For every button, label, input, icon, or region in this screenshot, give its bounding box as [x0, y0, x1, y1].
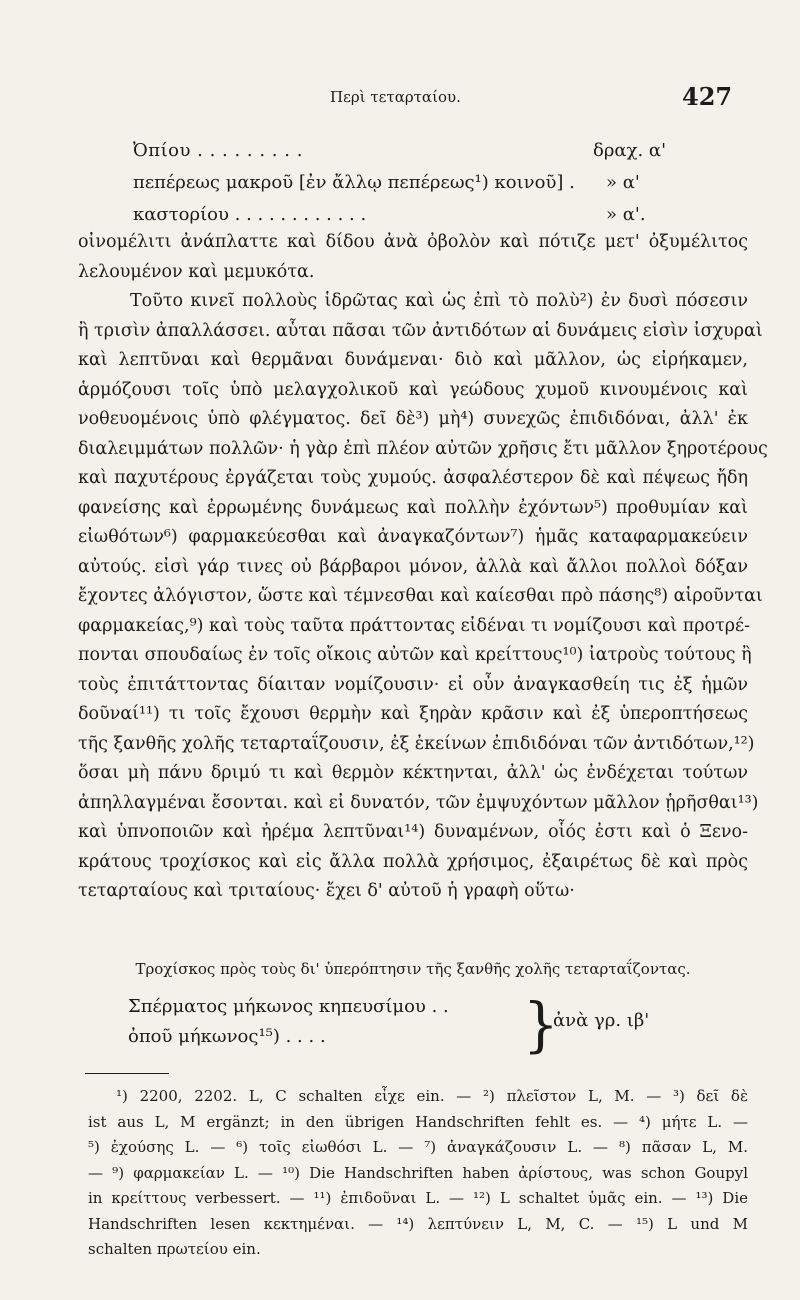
footnotes: [88, 1084, 748, 1263]
text-line: εἰωθότων⁶) φαρμακεύεσθαι καὶ ἀναγκαζόντων⁷) ἡμᾶς καταφαρμακεύειν: [78, 527, 748, 547]
text-line: ἔχοντες ἀλόγιστον, ὥστε καὶ τέμνεσθαι καὶ καίεσθαι πρὸ πάσης⁸) αἱροῦνται: [78, 586, 763, 606]
footnote-line: Handschriften lesen κεκτημέναι. — ¹⁴) λεπτύνειν L, M, C. — ¹⁵) L und M: [88, 1214, 748, 1233]
recipe-line-opium: [78, 140, 746, 168]
text-line: φανείσης καὶ ἐρρωμένης δυνάμεως καὶ πολλὴν ἐχόντων⁵) προθυμίαν καὶ: [78, 497, 748, 518]
footnote-rule: [85, 1073, 169, 1074]
text-line: αὐτούς. εἰσὶ γάρ τινες οὐ βάρβαροι μόνον, ἀλλὰ καὶ ἄλλοι πολλοὶ δόξαν: [78, 556, 748, 577]
text-line: τεταρταίους καὶ τριταίους· ἔχει δ' αὐτοῦ ἡ γραφὴ οὕτω·: [78, 881, 575, 901]
recipe-quantity: δραχ. α': [593, 140, 667, 161]
footnote-line: ⁵) ἐχούσης L. — ⁶) τοῖς εἰωθόσι L. — ⁷) ἀναγκάζουσιν L. — ⁸) πᾶσαν L, M.: [88, 1138, 748, 1156]
section-subheading: Τροχίσκος πρὸς τοὺς δι' ὑπερόπτησιν τῆς ξανθῆς χολῆς τεταρταΐζοντας.: [135, 960, 691, 978]
recipe-quantity: » α'.: [606, 204, 646, 225]
text-line: οἰνομέλιτι ἀνάπλαττε καὶ δίδου ἀνὰ ὀβολὸν καὶ πότιζε μετ' ὀξυμέλιτος: [78, 232, 748, 252]
recipe-ingredient: πεπέρεως μακροῦ [ἐν ἄλλῳ πεπέρεως¹) κοινοῦ] .: [133, 172, 575, 193]
text-line: λελουμένον καὶ μεμυκότα.: [78, 261, 315, 282]
text-line: διαλειμμάτων πολλῶν· ἡ γὰρ ἐπὶ πλέον αὐτῶν χρῆσις ἔτι μᾶλλον ξηροτέρους: [78, 438, 768, 459]
text-line: δοῦναί¹¹) τι τοῖς ἔχουσι θερμὴν καὶ ξηρὰν κρᾶσιν καὶ ἐξ ὑπεροπτήσεως: [78, 704, 748, 724]
text-line: ὅσαι μὴ πάνυ δριμύ τι καὶ θερμὸν κέκτηνται, ἀλλ' ὡς ἐνδέχεται τούτων: [78, 763, 748, 783]
brace: }: [523, 991, 559, 1060]
footnote-line: schalten πρωτείου ein.: [88, 1240, 261, 1258]
text-line: ἢ τρισὶν ἀπαλλάσσει. αὗται πᾶσαι τῶν ἀντιδότων αἱ δυνάμεις εἰσὶν ἰσχυραὶ: [78, 320, 763, 341]
recipe-ingredient: Ὀπίου . . . . . . . . .: [133, 140, 303, 161]
body-text: [78, 228, 768, 907]
footnote-line: ¹) 2200, 2202. L, C schalten εἶχε ein. — ²) πλεῖστον L, M. — ³) δεῖ δὲ: [116, 1087, 748, 1105]
running-head: Περὶ τεταρταίου.: [330, 88, 461, 106]
footnote-line: — ⁹) φαρμακείαν L. — ¹⁰) Die Handschriften haben ἀρίστους, was schon Goupyl: [88, 1163, 748, 1182]
text-line: κράτους τροχίσκος καὶ εἰς ἄλλα πολλὰ χρήσιμος, ἐξαιρέτως δὲ καὶ πρὸς: [78, 851, 748, 872]
seed-recipe: [128, 991, 650, 1060]
text-line: ἀπηλλαγμέναι ἔσονται. καὶ εἰ δυνατόν, τῶν ἐμψυχόντων μᾶλλον ᾑρῆσθαι¹³): [78, 792, 759, 813]
text-line: ἁρμόζουσι τοῖς ὑπὸ μελαγχολικοῦ καὶ γεώδους χυμοῦ κινουμένοις καὶ: [78, 379, 748, 400]
text-line: καὶ παχυτέρους ἐργάζεται τοὺς χυμούς. ἀσφαλέστερον δὲ καὶ πέψεως ἤδη: [78, 468, 748, 488]
recipe-ingredient: καστορίου . . . . . . . . . . . .: [133, 204, 367, 225]
seed-ingredient: Σπέρματος μήκωνος κηπευσίμου . .: [128, 996, 449, 1017]
footnote-line: in κρείττους verbessert. — ¹¹) ἐπιδοῦναι L. — ¹²) L schaltet ὑμᾶς ein. — ¹³) Die: [88, 1189, 748, 1207]
seed-quantity: ἀνὰ γρ. ιβ': [553, 1010, 650, 1031]
text-line: νοθευομένοις ὑπὸ φλέγματος. δεῖ δὲ³) μὴ⁴) συνεχῶς ἐπιδιδόναι, ἀλλ' ἐκ: [78, 409, 748, 429]
text-line: καὶ ὑπνοποιῶν καὶ ἠρέμα λεπτῦναι¹⁴) δυναμένων, οἷός ἐστι καὶ ὁ Ξενο-: [78, 822, 748, 842]
text-line: τῆς ξανθῆς χολῆς τεταρταΐζουσιν, ἐξ ἐκείνων ἐπιδιδόναι τῶν ἀντιδότων,¹²): [78, 733, 755, 754]
text-line: Τοῦτο κινεῖ πολλοὺς ἱδρῶτας καὶ ὡς ἐπὶ τὸ πολὺ²) ἐν δυσὶ πόσεσιν: [130, 291, 748, 311]
text-line: φαρμακείας,⁹) καὶ τοὺς ταῦτα πράττοντας εἰδέναι τι νομίζουσι καὶ προτρέ-: [78, 615, 751, 636]
page-number: 427: [682, 82, 733, 111]
recipe-line-pepper: [78, 172, 746, 200]
text-line: τοὺς ἐπιτάττοντας δίαιταν νομίζουσιν· εἰ οὖν ἀναγκασθείη τις ἐξ ἡμῶν: [78, 674, 748, 695]
text-line: καὶ λεπτῦναι καὶ θερμᾶναι δυνάμεναι· διὸ καὶ μᾶλλον, ὡς εἰρήκαμεν,: [78, 350, 748, 370]
text-line: πονται σπουδαίως ἐν τοῖς οἴκοις αὐτῶν καὶ κρείττους¹⁰) ἰατροὺς τούτους ἢ: [78, 645, 752, 665]
recipe-quantity: » α': [606, 172, 640, 193]
seed-ingredient: ὀποῦ μήκωνος¹⁵) . . . .: [128, 1026, 326, 1047]
footnote-line: ist aus L, M ergänzt; in den übrigen Handschriften fehlt es. — ⁴) μήτε L. —: [88, 1112, 748, 1131]
